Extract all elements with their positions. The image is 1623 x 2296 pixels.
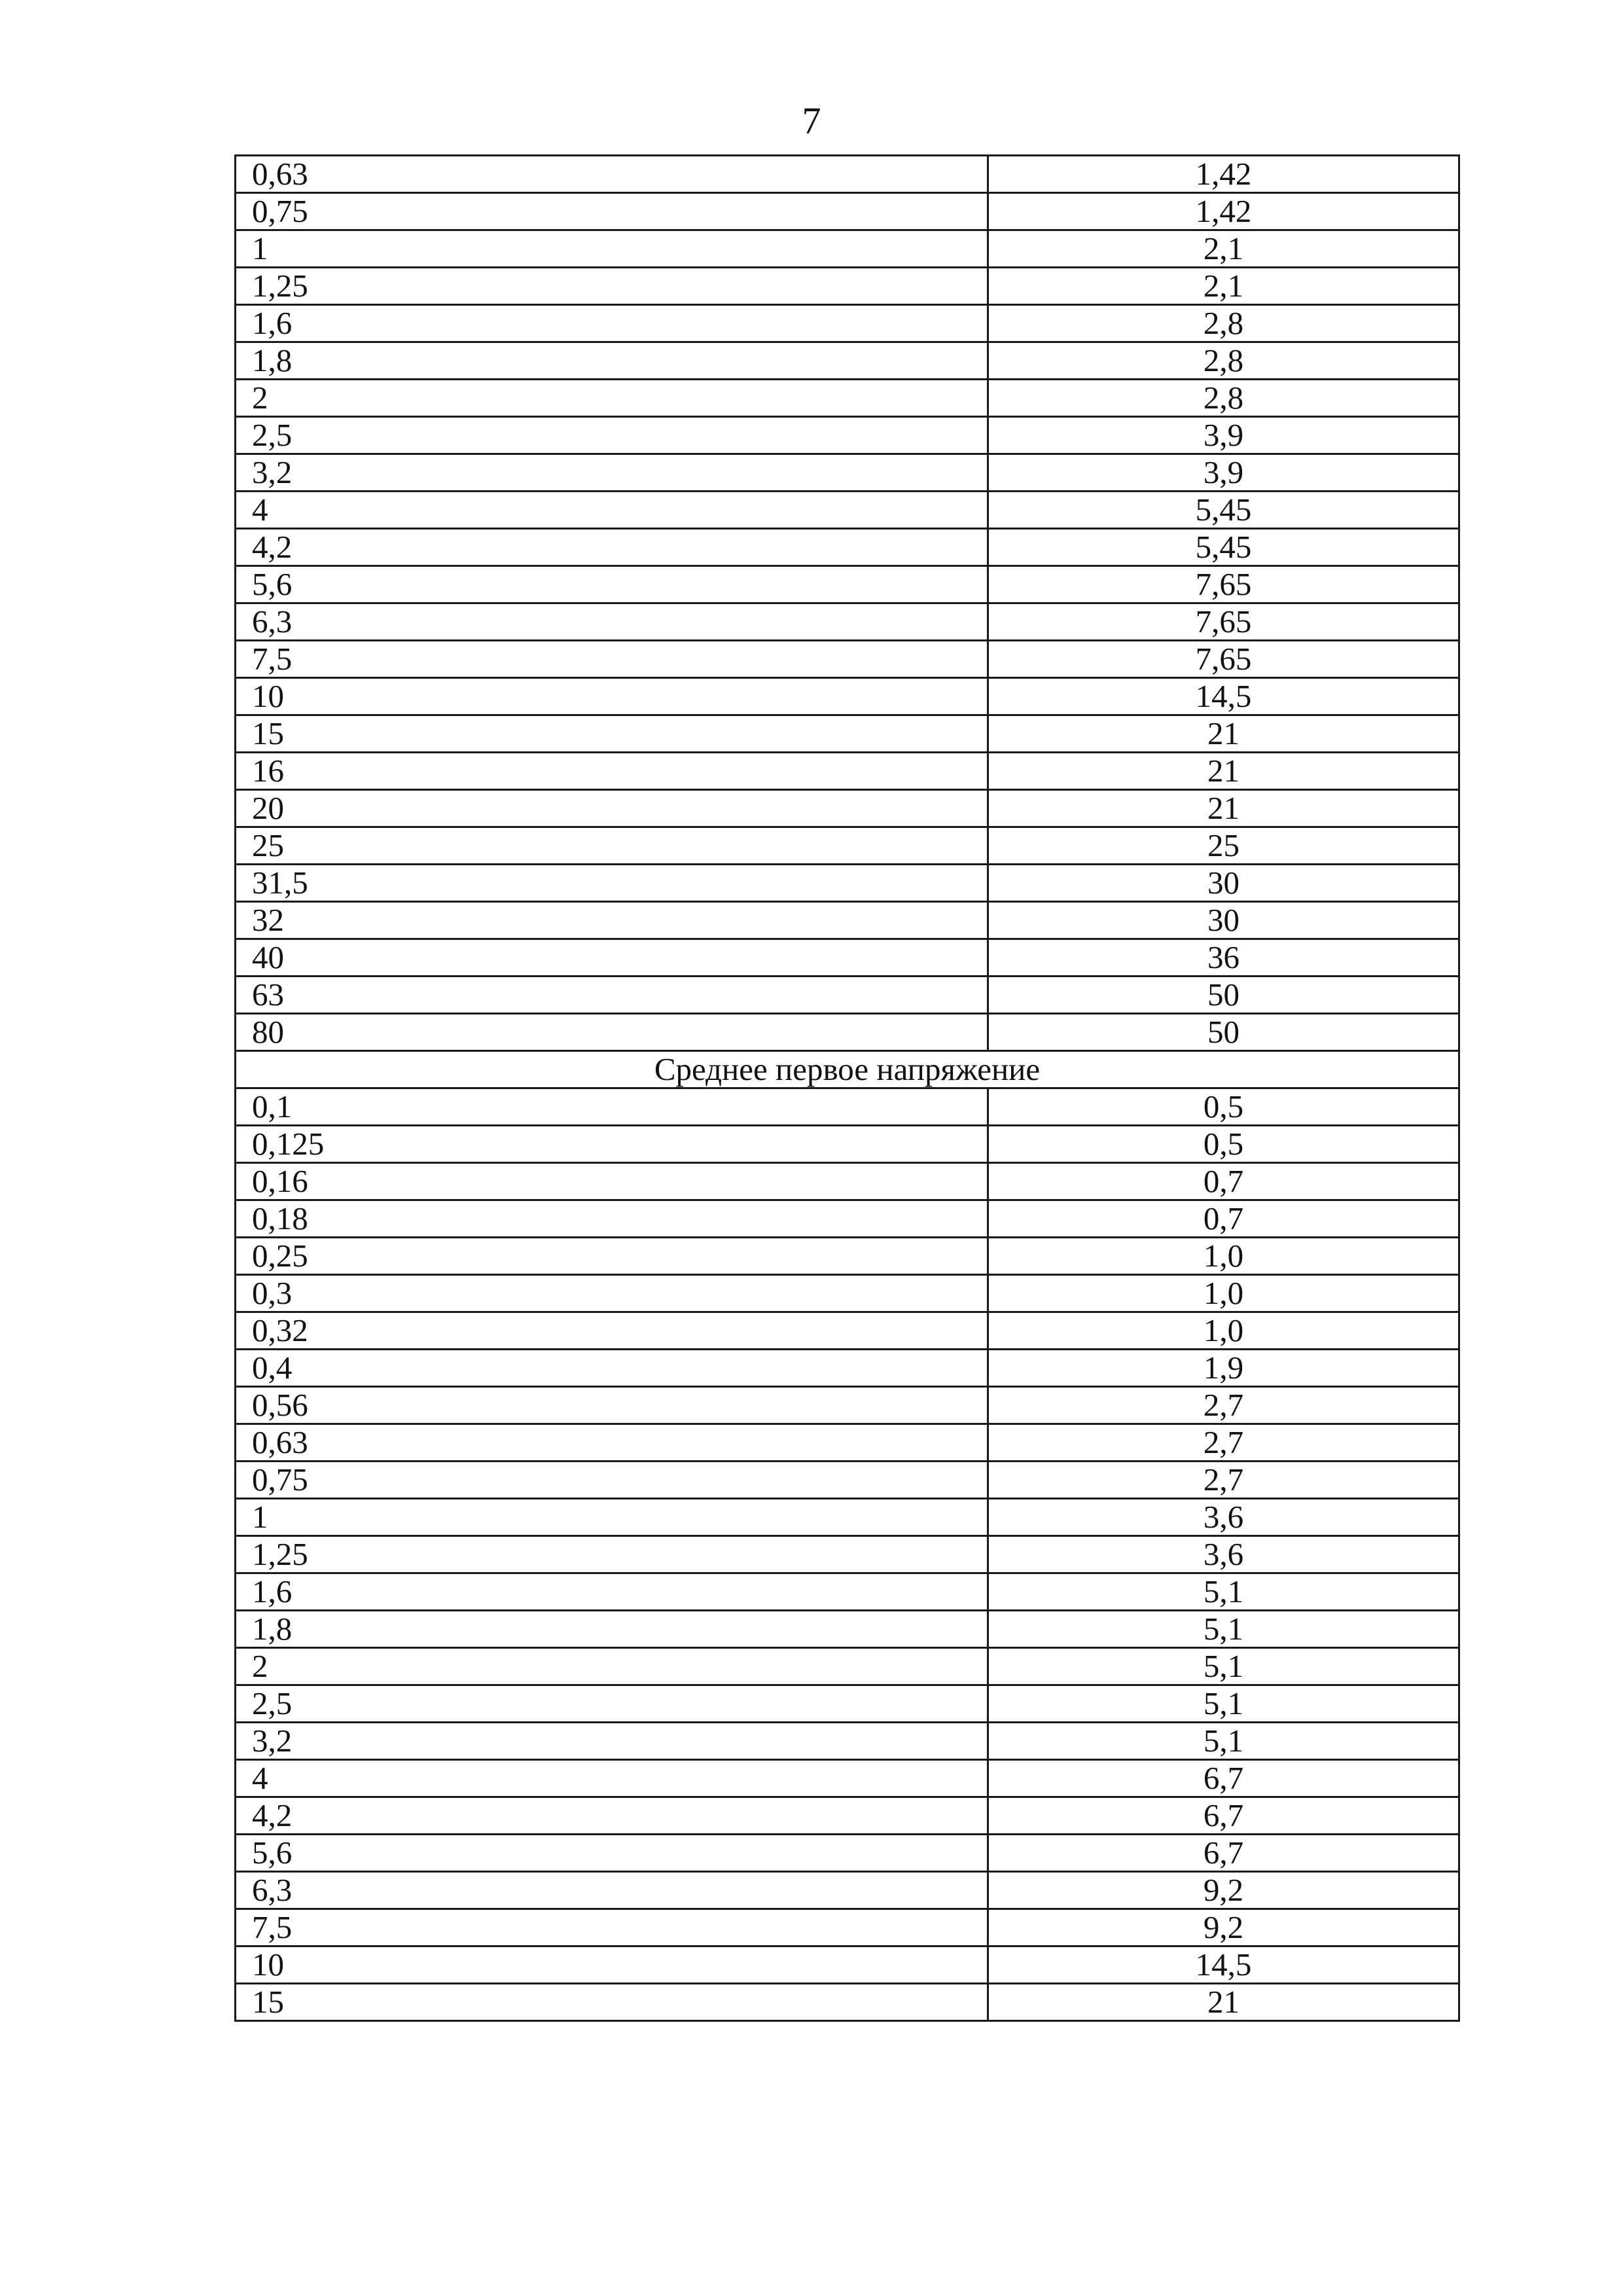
table-cell-value: 5,1 <box>988 1685 1459 1723</box>
table-cell-value: 2,7 <box>988 1424 1459 1462</box>
table-cell-value: 1,0 <box>988 1275 1459 1312</box>
table-row <box>236 1275 1459 1312</box>
table-row <box>236 603 1459 641</box>
table-row <box>236 380 1459 417</box>
table-cell-key: 0,3 <box>236 1275 988 1312</box>
table-cell-value: 2,8 <box>988 342 1459 380</box>
section-row <box>236 1051 1459 1088</box>
table-row <box>236 1350 1459 1387</box>
table-row <box>236 193 1459 230</box>
table-row <box>236 1200 1459 1238</box>
table-cell-value: 0,5 <box>988 1126 1459 1163</box>
table-cell-key: 1,8 <box>236 342 988 380</box>
table-cell-value: 2,8 <box>988 380 1459 417</box>
table-cell-key: 31,5 <box>236 865 988 902</box>
table-cell-value: 50 <box>988 977 1459 1014</box>
table-cell-key: 0,75 <box>236 1462 988 1499</box>
table-cell-key: 4 <box>236 492 988 529</box>
table-cell-value: 50 <box>988 1014 1459 1051</box>
table-row <box>236 1312 1459 1350</box>
table-row <box>236 1611 1459 1648</box>
table-row <box>236 753 1459 790</box>
table-cell-value: 0,5 <box>988 1088 1459 1126</box>
table-cell-key: 3,2 <box>236 454 988 492</box>
table-row <box>236 1797 1459 1835</box>
table-row <box>236 902 1459 939</box>
table-cell-value: 3,6 <box>988 1536 1459 1573</box>
table-cell-value: 6,7 <box>988 1797 1459 1835</box>
table-row <box>236 790 1459 827</box>
table-cell-value: 21 <box>988 790 1459 827</box>
table-cell-value: 0,7 <box>988 1163 1459 1200</box>
table-row <box>236 1387 1459 1424</box>
table-cell-key: 6,3 <box>236 603 988 641</box>
table-cell-key: 5,6 <box>236 1835 988 1872</box>
table-cell-value: 9,2 <box>988 1872 1459 1909</box>
table-cell-key: 16 <box>236 753 988 790</box>
table-cell-value: 5,1 <box>988 1611 1459 1648</box>
table-cell-key: 1 <box>236 1499 988 1536</box>
table-cell-value: 21 <box>988 715 1459 753</box>
page-number: 7 <box>802 99 821 142</box>
table-cell-key: 0,63 <box>236 156 988 193</box>
table-row <box>236 1014 1459 1051</box>
table-cell-key: 1,8 <box>236 1611 988 1648</box>
table-cell-key: 4,2 <box>236 1797 988 1835</box>
table-cell-value: 5,45 <box>988 529 1459 566</box>
table-cell-value: 6,7 <box>988 1760 1459 1797</box>
table-row <box>236 1573 1459 1611</box>
table-cell-key: 10 <box>236 678 988 715</box>
table-cell-value: 21 <box>988 753 1459 790</box>
table-row <box>236 827 1459 865</box>
table-cell-value: 2,1 <box>988 268 1459 305</box>
table-cell-value: 5,1 <box>988 1648 1459 1685</box>
table-cell-key: 1,6 <box>236 1573 988 1611</box>
table-row <box>236 1723 1459 1760</box>
table-cell-value: 3,9 <box>988 417 1459 454</box>
table-cell-key: 2,5 <box>236 1685 988 1723</box>
table-row <box>236 268 1459 305</box>
table-cell-key: 10 <box>236 1946 988 1984</box>
table-row <box>236 939 1459 977</box>
section-title: Среднее первое напряжение <box>236 1051 1459 1088</box>
table-row <box>236 156 1459 193</box>
table-row <box>236 342 1459 380</box>
table-cell-key: 0,4 <box>236 1350 988 1387</box>
table-cell-key: 7,5 <box>236 641 988 678</box>
table-cell-value: 1,0 <box>988 1238 1459 1275</box>
table-cell-value: 6,7 <box>988 1835 1459 1872</box>
table-cell-key: 4,2 <box>236 529 988 566</box>
table-row <box>236 1462 1459 1499</box>
table-cell-value: 7,65 <box>988 603 1459 641</box>
table-row <box>236 1760 1459 1797</box>
table-row <box>236 977 1459 1014</box>
table-row <box>236 566 1459 603</box>
table-row <box>236 1088 1459 1126</box>
table-row <box>236 1536 1459 1573</box>
table-cell-key: 40 <box>236 939 988 977</box>
table-row <box>236 641 1459 678</box>
table-cell-value: 1,42 <box>988 193 1459 230</box>
table-row <box>236 1163 1459 1200</box>
table-cell-value: 2,8 <box>988 305 1459 342</box>
table-cell-value: 30 <box>988 902 1459 939</box>
table-cell-key: 2 <box>236 380 988 417</box>
table-body <box>236 156 1459 2021</box>
table-cell-value: 14,5 <box>988 1946 1459 1984</box>
table-row <box>236 715 1459 753</box>
table-cell-value: 1,0 <box>988 1312 1459 1350</box>
table-row <box>236 1685 1459 1723</box>
table-cell-key: 1,6 <box>236 305 988 342</box>
table-row <box>236 529 1459 566</box>
table-cell-key: 15 <box>236 715 988 753</box>
table-row <box>236 492 1459 529</box>
table-cell-value: 7,65 <box>988 641 1459 678</box>
table-cell-key: 0,75 <box>236 193 988 230</box>
table-cell-key: 2,5 <box>236 417 988 454</box>
table-cell-key: 1,25 <box>236 1536 988 1573</box>
table-cell-key: 0,16 <box>236 1163 988 1200</box>
table-cell-value: 14,5 <box>988 678 1459 715</box>
table-cell-key: 0,25 <box>236 1238 988 1275</box>
table-cell-key: 4 <box>236 1760 988 1797</box>
table-row <box>236 1872 1459 1909</box>
table-cell-value: 3,9 <box>988 454 1459 492</box>
table-cell-key: 0,32 <box>236 1312 988 1350</box>
table-cell-value: 2,7 <box>988 1387 1459 1424</box>
table-cell-value: 0,7 <box>988 1200 1459 1238</box>
table-cell-key: 32 <box>236 902 988 939</box>
table-cell-value: 2,7 <box>988 1462 1459 1499</box>
table-cell-key: 25 <box>236 827 988 865</box>
table-row <box>236 865 1459 902</box>
table-cell-key: 7,5 <box>236 1909 988 1946</box>
table-cell-key: 80 <box>236 1014 988 1051</box>
table-cell-key: 63 <box>236 977 988 1014</box>
table-row <box>236 1648 1459 1685</box>
table-cell-value: 1,42 <box>988 156 1459 193</box>
table-cell-key: 5,6 <box>236 566 988 603</box>
table-cell-key: 6,3 <box>236 1872 988 1909</box>
table-cell-value: 5,1 <box>988 1723 1459 1760</box>
table-row <box>236 1238 1459 1275</box>
data-table <box>234 154 1460 2022</box>
table-cell-key: 0,125 <box>236 1126 988 1163</box>
table-cell-key: 3,2 <box>236 1723 988 1760</box>
table-row <box>236 417 1459 454</box>
table-row <box>236 1946 1459 1984</box>
table-row <box>236 1984 1459 2021</box>
table-cell-value: 36 <box>988 939 1459 977</box>
table-cell-key: 1,25 <box>236 268 988 305</box>
table-cell-value: 9,2 <box>988 1909 1459 1946</box>
table-cell-key: 0,56 <box>236 1387 988 1424</box>
table-cell-value: 1,9 <box>988 1350 1459 1387</box>
table-cell-value: 2,1 <box>988 230 1459 268</box>
table-cell-value: 25 <box>988 827 1459 865</box>
table-cell-value: 5,45 <box>988 492 1459 529</box>
table-row <box>236 1835 1459 1872</box>
table-cell-key: 15 <box>236 1984 988 2021</box>
table-row <box>236 1424 1459 1462</box>
table-row <box>236 1499 1459 1536</box>
table-cell-value: 21 <box>988 1984 1459 2021</box>
table-row <box>236 454 1459 492</box>
table-cell-key: 0,1 <box>236 1088 988 1126</box>
table-cell-value: 3,6 <box>988 1499 1459 1536</box>
table-cell-value: 7,65 <box>988 566 1459 603</box>
table-row <box>236 678 1459 715</box>
table-cell-key: 0,18 <box>236 1200 988 1238</box>
table-row <box>236 230 1459 268</box>
table-row <box>236 1126 1459 1163</box>
table-cell-key: 0,63 <box>236 1424 988 1462</box>
table-cell-key: 1 <box>236 230 988 268</box>
table-cell-value: 30 <box>988 865 1459 902</box>
table-row <box>236 1909 1459 1946</box>
table-cell-key: 20 <box>236 790 988 827</box>
table-row <box>236 305 1459 342</box>
table-cell-key: 2 <box>236 1648 988 1685</box>
table-cell-value: 5,1 <box>988 1573 1459 1611</box>
